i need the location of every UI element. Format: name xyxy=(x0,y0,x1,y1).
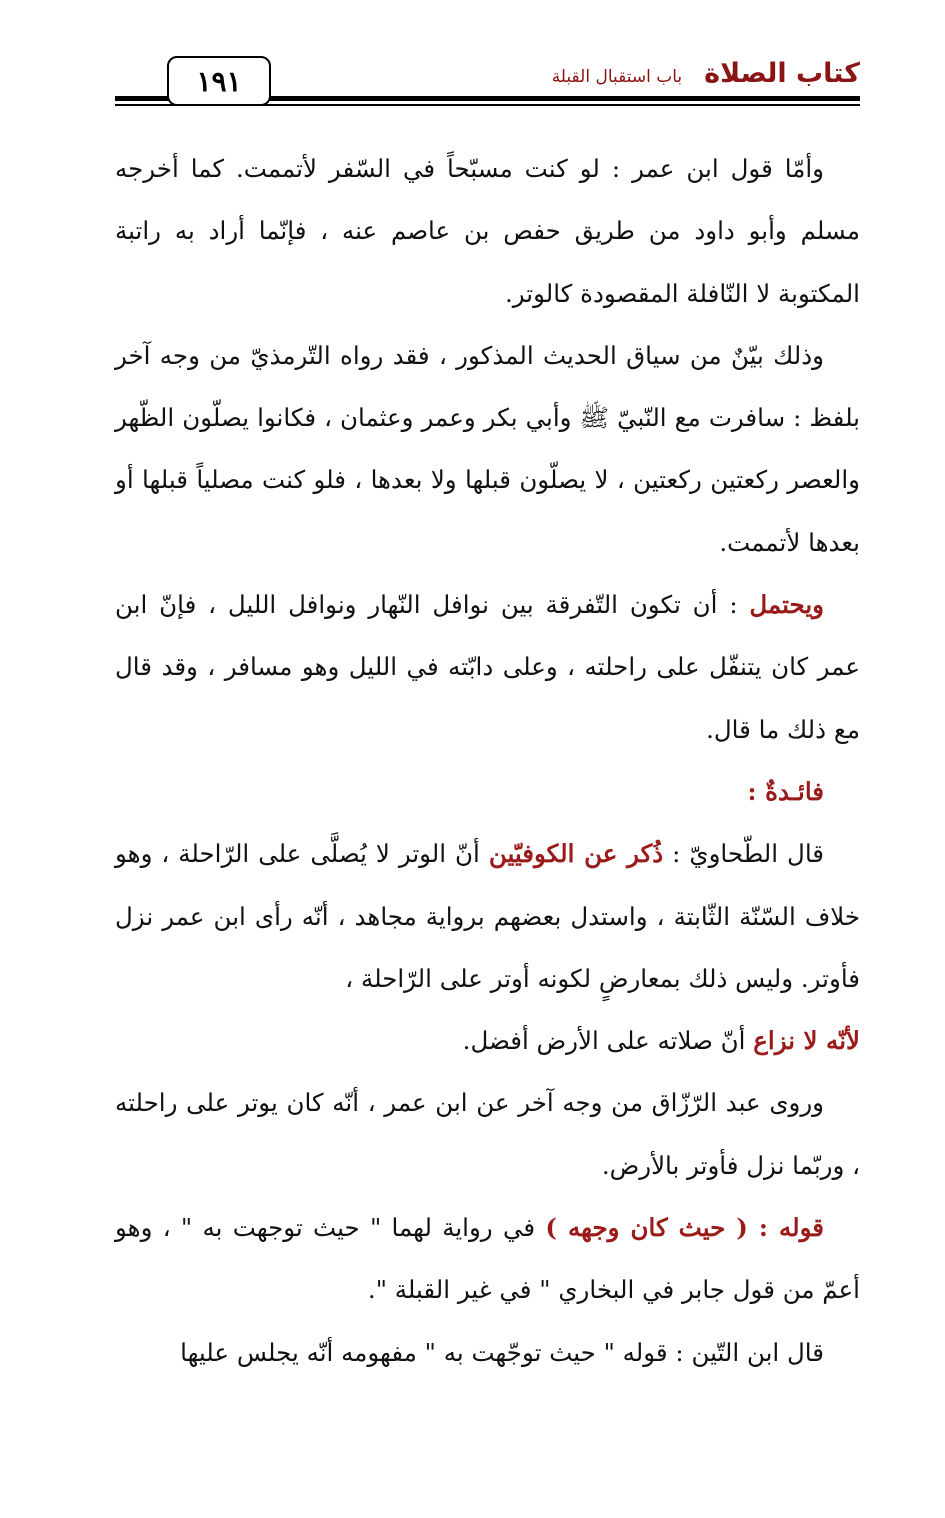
paragraph-2: وذلك بيّنٌ من سياق الحديث المذكور ، فقد رواه التّرمذيّ من وجه آخر بلفظ : سافرت مع النّبيّ ﷺ وأبي بكر وعمر وعثمان ، فكانوا يصلّون الظّهر والعصر ركعتين ركعتين ، لا يصلّون قبلها ولا بعدها ، فلو كنت مصلياً قبلها أو بعدها لأتممت. xyxy=(115,340,860,557)
keyword-yahtamil: ويحتمل xyxy=(749,590,824,620)
book-title: كتاب الصلاة xyxy=(704,58,860,89)
page-number: ١٩١ xyxy=(167,56,271,106)
paragraph-8 xyxy=(115,1197,860,1322)
paragraph-7: وروى عبد الرّزّاق من وجه آخر عن ابن عمر ، أنّه كان يوتر على راحلته ، وربّما نزل فأوتر بالأرض. xyxy=(115,1088,860,1180)
paragraph-6-text: أنّ صلاته على الأرض أفضل. xyxy=(462,1026,754,1056)
page-header xyxy=(115,52,860,112)
page-body xyxy=(115,138,860,1384)
paragraph-5-text-a: قال الطّحاويّ : xyxy=(663,839,825,869)
chapter-title: باب استقبال القبلة xyxy=(551,67,683,87)
paragraph-9: قال ابن التّين : قوله " حيث توجّهت به " مفهومه أنّه يجلس عليها xyxy=(180,1337,824,1367)
highlight-kufiyyin: ذُكر عن الكوفيّين xyxy=(488,839,664,869)
keyword-la-nizaa: لأنّه لا نزاع xyxy=(753,1026,860,1056)
paragraph-1: وأمّا قول ابن عمر : لو كنت مسبّحاً في السّفر لأتممت. كما أخرجه مسلم وأبو داود من طريق حفص بن عاصم عنه ، فإنّما أراد به راتبة المكتوبة لا النّافلة المقصودة كالوتر. xyxy=(115,154,860,308)
paragraph-5-text-b: أنّ الوتر لا يُصلَّى على الرّاحلة ، وهو خلاف السّنّة الثّابتة ، واستدل بعضهم برواية مجاهد ، أنّه رأى ابن عمر نزل فأوتر. وليس ذلك بمعارضٍ لكونه أوتر على الرّاحلة ، xyxy=(115,839,860,993)
paragraph-5 xyxy=(115,823,860,1010)
paragraph-8-text: في رواية لهما " حيث توجهت به " ، وهو أعمّ من قول جابر في البخاري " في غير القبلة ". xyxy=(115,1213,860,1305)
keyword-qawluhu: قوله : ( حيث كان وجهه ) xyxy=(545,1213,824,1243)
paragraph-3-text: : أن تكون التّفرقة بين نوافل النّهار ونوافل الليل ، فإنّ ابن عمر كان يتنفّل على راحلته ، وعلى دابّته في الليل وهو مسافر ، وقد قال مع ذلك ما قال. xyxy=(115,590,860,744)
paragraph-6 xyxy=(115,1010,860,1072)
paragraph-3 xyxy=(115,574,860,761)
header-titles xyxy=(552,58,860,89)
section-heading-faida: فائـدةٌ : xyxy=(747,776,824,806)
